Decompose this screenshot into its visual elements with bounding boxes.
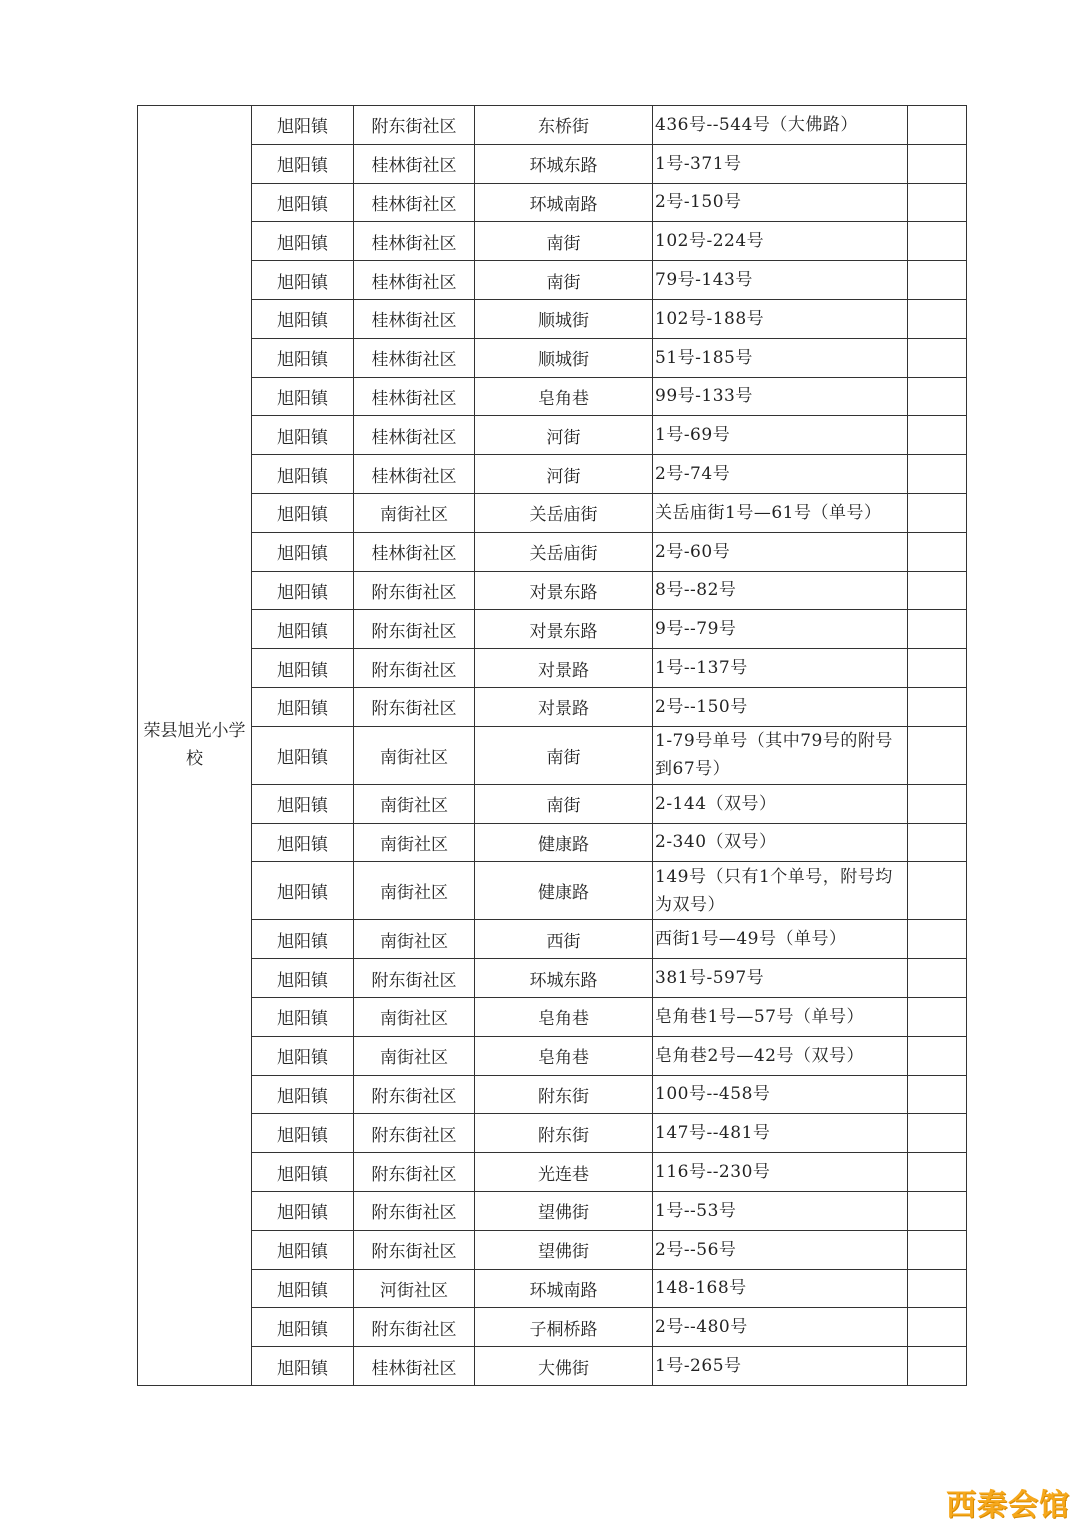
- town-cell: 旭阳镇: [252, 222, 354, 261]
- community-cell: 附东街社区: [354, 1308, 475, 1347]
- street-cell: 望佛街: [475, 1230, 653, 1269]
- house-number-range-cell: 8号--82号: [653, 571, 908, 610]
- note-cell: [908, 377, 967, 416]
- table-row: [138, 571, 967, 610]
- note-cell: [908, 261, 967, 300]
- town-cell: 旭阳镇: [252, 1075, 354, 1114]
- house-number-range-cell: 147号--481号: [653, 1114, 908, 1153]
- house-number-range-cell: 116号--230号: [653, 1153, 908, 1192]
- house-number-range-cell: 2号--150号: [653, 687, 908, 726]
- house-number-range-cell: 2号-60号: [653, 532, 908, 571]
- table-row: [138, 144, 967, 183]
- town-cell: 旭阳镇: [252, 416, 354, 455]
- community-cell: 桂林街社区: [354, 183, 475, 222]
- table-row: [138, 532, 967, 571]
- street-cell: 皂角巷: [475, 1036, 653, 1075]
- street-cell: 南街: [475, 726, 653, 784]
- house-number-range-cell: 皂角巷2号—42号（双号）: [653, 1036, 908, 1075]
- table-row: [138, 1308, 967, 1347]
- town-cell: 旭阳镇: [252, 1114, 354, 1153]
- town-cell: 旭阳镇: [252, 920, 354, 959]
- note-cell: [908, 726, 967, 784]
- town-cell: 旭阳镇: [252, 377, 354, 416]
- note-cell: [908, 610, 967, 649]
- community-cell: 附东街社区: [354, 959, 475, 998]
- street-cell: 附东街: [475, 1075, 653, 1114]
- note-cell: [908, 1269, 967, 1308]
- town-cell: 旭阳镇: [252, 493, 354, 532]
- town-cell: 旭阳镇: [252, 571, 354, 610]
- town-cell: 旭阳镇: [252, 687, 354, 726]
- note-cell: [908, 106, 967, 145]
- table-row: [138, 862, 967, 920]
- table-row: [138, 649, 967, 688]
- table-row: [138, 106, 967, 145]
- town-cell: 旭阳镇: [252, 726, 354, 784]
- note-cell: [908, 1036, 967, 1075]
- table-row: [138, 261, 967, 300]
- note-cell: [908, 1347, 967, 1386]
- enrollment-district-table: [137, 105, 967, 1386]
- community-cell: 附东街社区: [354, 1114, 475, 1153]
- community-cell: 南街社区: [354, 920, 475, 959]
- house-number-range-cell: 381号-597号: [653, 959, 908, 998]
- house-number-range-cell: 关岳庙街1号—61号（单号）: [653, 493, 908, 532]
- street-cell: 环城东路: [475, 959, 653, 998]
- community-cell: 桂林街社区: [354, 222, 475, 261]
- community-cell: 南街社区: [354, 784, 475, 823]
- street-cell: 对景东路: [475, 571, 653, 610]
- house-number-range-cell: 99号-133号: [653, 377, 908, 416]
- community-cell: 桂林街社区: [354, 455, 475, 494]
- town-cell: 旭阳镇: [252, 144, 354, 183]
- note-cell: [908, 1153, 967, 1192]
- table-row: [138, 1153, 967, 1192]
- house-number-range-cell: 2-144（双号）: [653, 784, 908, 823]
- note-cell: [908, 784, 967, 823]
- note-cell: [908, 687, 967, 726]
- community-cell: 附东街社区: [354, 571, 475, 610]
- table-row: [138, 687, 967, 726]
- community-cell: 南街社区: [354, 862, 475, 920]
- table-row: [138, 338, 967, 377]
- street-cell: 环城东路: [475, 144, 653, 183]
- town-cell: 旭阳镇: [252, 1191, 354, 1230]
- school-name-cell: 荣县旭光小学校: [138, 106, 252, 1386]
- note-cell: [908, 823, 967, 862]
- community-cell: 桂林街社区: [354, 532, 475, 571]
- town-cell: 旭阳镇: [252, 338, 354, 377]
- house-number-range-cell: 2-340（双号）: [653, 823, 908, 862]
- town-cell: 旭阳镇: [252, 1153, 354, 1192]
- table-row: [138, 1075, 967, 1114]
- table-row: [138, 299, 967, 338]
- watermark-logo: 西秦会馆: [946, 1488, 1070, 1523]
- community-cell: 南街社区: [354, 1036, 475, 1075]
- town-cell: 旭阳镇: [252, 106, 354, 145]
- house-number-range-cell: 2号--480号: [653, 1308, 908, 1347]
- house-number-range-cell: 102号-224号: [653, 222, 908, 261]
- note-cell: [908, 997, 967, 1036]
- community-cell: 附东街社区: [354, 1191, 475, 1230]
- community-cell: 附东街社区: [354, 1075, 475, 1114]
- house-number-range-cell: 1号--137号: [653, 649, 908, 688]
- town-cell: 旭阳镇: [252, 1347, 354, 1386]
- table-row: [138, 823, 967, 862]
- house-number-range-cell: 西街1号—49号（单号）: [653, 920, 908, 959]
- house-number-range-cell: 9号--79号: [653, 610, 908, 649]
- note-cell: [908, 183, 967, 222]
- community-cell: 附东街社区: [354, 1153, 475, 1192]
- note-cell: [908, 532, 967, 571]
- table-row: [138, 784, 967, 823]
- table-row: [138, 1269, 967, 1308]
- house-number-range-cell: 2号--56号: [653, 1230, 908, 1269]
- town-cell: 旭阳镇: [252, 1269, 354, 1308]
- note-cell: [908, 649, 967, 688]
- town-cell: 旭阳镇: [252, 862, 354, 920]
- note-cell: [908, 862, 967, 920]
- street-cell: 河街: [475, 455, 653, 494]
- street-cell: 顺城街: [475, 338, 653, 377]
- community-cell: 桂林街社区: [354, 144, 475, 183]
- house-number-range-cell: 1号--53号: [653, 1191, 908, 1230]
- table-row: [138, 997, 967, 1036]
- community-cell: 附东街社区: [354, 106, 475, 145]
- table-body: [138, 106, 967, 1386]
- note-cell: [908, 144, 967, 183]
- house-number-range-cell: 皂角巷1号—57号（单号）: [653, 997, 908, 1036]
- street-cell: 附东街: [475, 1114, 653, 1153]
- table-row: [138, 1230, 967, 1269]
- community-cell: 桂林街社区: [354, 338, 475, 377]
- table-row: [138, 726, 967, 784]
- town-cell: 旭阳镇: [252, 823, 354, 862]
- house-number-range-cell: 149号（只有1个单号，附号均为双号）: [653, 862, 908, 920]
- house-number-range-cell: 436号--544号（大佛路）: [653, 106, 908, 145]
- street-cell: 环城南路: [475, 1269, 653, 1308]
- street-cell: 河街: [475, 416, 653, 455]
- street-cell: 南街: [475, 784, 653, 823]
- table-row: [138, 183, 967, 222]
- town-cell: 旭阳镇: [252, 455, 354, 494]
- table-row: [138, 1036, 967, 1075]
- house-number-range-cell: 1号-265号: [653, 1347, 908, 1386]
- table-row: [138, 222, 967, 261]
- community-cell: 附东街社区: [354, 649, 475, 688]
- table-row: [138, 1191, 967, 1230]
- note-cell: [908, 338, 967, 377]
- town-cell: 旭阳镇: [252, 299, 354, 338]
- street-cell: 对景东路: [475, 610, 653, 649]
- table-row: [138, 959, 967, 998]
- street-cell: 大佛街: [475, 1347, 653, 1386]
- street-cell: 关岳庙街: [475, 532, 653, 571]
- street-cell: 皂角巷: [475, 377, 653, 416]
- street-cell: 西街: [475, 920, 653, 959]
- town-cell: 旭阳镇: [252, 610, 354, 649]
- house-number-range-cell: 148-168号: [653, 1269, 908, 1308]
- house-number-range-cell: 2号-150号: [653, 183, 908, 222]
- note-cell: [908, 571, 967, 610]
- community-cell: 附东街社区: [354, 610, 475, 649]
- house-number-range-cell: 1号-371号: [653, 144, 908, 183]
- street-cell: 东桥街: [475, 106, 653, 145]
- community-cell: 附东街社区: [354, 1230, 475, 1269]
- table-row: [138, 455, 967, 494]
- table-row: [138, 1114, 967, 1153]
- town-cell: 旭阳镇: [252, 532, 354, 571]
- town-cell: 旭阳镇: [252, 261, 354, 300]
- street-cell: 南街: [475, 261, 653, 300]
- table-row: [138, 610, 967, 649]
- street-cell: 南街: [475, 222, 653, 261]
- street-cell: 子桐桥路: [475, 1308, 653, 1347]
- town-cell: 旭阳镇: [252, 784, 354, 823]
- community-cell: 附东街社区: [354, 687, 475, 726]
- note-cell: [908, 299, 967, 338]
- community-cell: 南街社区: [354, 997, 475, 1036]
- table-row: [138, 377, 967, 416]
- town-cell: 旭阳镇: [252, 1036, 354, 1075]
- table-row: [138, 920, 967, 959]
- note-cell: [908, 1191, 967, 1230]
- town-cell: 旭阳镇: [252, 997, 354, 1036]
- house-number-range-cell: 1号-69号: [653, 416, 908, 455]
- town-cell: 旭阳镇: [252, 183, 354, 222]
- community-cell: 南街社区: [354, 726, 475, 784]
- note-cell: [908, 959, 967, 998]
- note-cell: [908, 1075, 967, 1114]
- community-cell: 南街社区: [354, 493, 475, 532]
- street-cell: 对景路: [475, 649, 653, 688]
- street-cell: 望佛街: [475, 1191, 653, 1230]
- street-cell: 健康路: [475, 862, 653, 920]
- community-cell: 桂林街社区: [354, 377, 475, 416]
- table-row: [138, 416, 967, 455]
- table-row: [138, 1347, 967, 1386]
- street-cell: 皂角巷: [475, 997, 653, 1036]
- house-number-range-cell: 2号-74号: [653, 455, 908, 494]
- table-row: [138, 493, 967, 532]
- street-cell: 健康路: [475, 823, 653, 862]
- note-cell: [908, 1230, 967, 1269]
- street-cell: 环城南路: [475, 183, 653, 222]
- house-number-range-cell: 1-79号单号（其中79号的附号到67号）: [653, 726, 908, 784]
- house-number-range-cell: 79号-143号: [653, 261, 908, 300]
- note-cell: [908, 1114, 967, 1153]
- community-cell: 桂林街社区: [354, 1347, 475, 1386]
- community-cell: 桂林街社区: [354, 416, 475, 455]
- street-cell: 对景路: [475, 687, 653, 726]
- house-number-range-cell: 100号--458号: [653, 1075, 908, 1114]
- town-cell: 旭阳镇: [252, 649, 354, 688]
- community-cell: 南街社区: [354, 823, 475, 862]
- note-cell: [908, 416, 967, 455]
- note-cell: [908, 222, 967, 261]
- note-cell: [908, 920, 967, 959]
- note-cell: [908, 493, 967, 532]
- town-cell: 旭阳镇: [252, 959, 354, 998]
- street-cell: 光连巷: [475, 1153, 653, 1192]
- house-number-range-cell: 102号-188号: [653, 299, 908, 338]
- town-cell: 旭阳镇: [252, 1308, 354, 1347]
- street-cell: 关岳庙街: [475, 493, 653, 532]
- note-cell: [908, 1308, 967, 1347]
- street-cell: 顺城街: [475, 299, 653, 338]
- community-cell: 桂林街社区: [354, 299, 475, 338]
- note-cell: [908, 455, 967, 494]
- town-cell: 旭阳镇: [252, 1230, 354, 1269]
- house-number-range-cell: 51号-185号: [653, 338, 908, 377]
- community-cell: 河街社区: [354, 1269, 475, 1308]
- community-cell: 桂林街社区: [354, 261, 475, 300]
